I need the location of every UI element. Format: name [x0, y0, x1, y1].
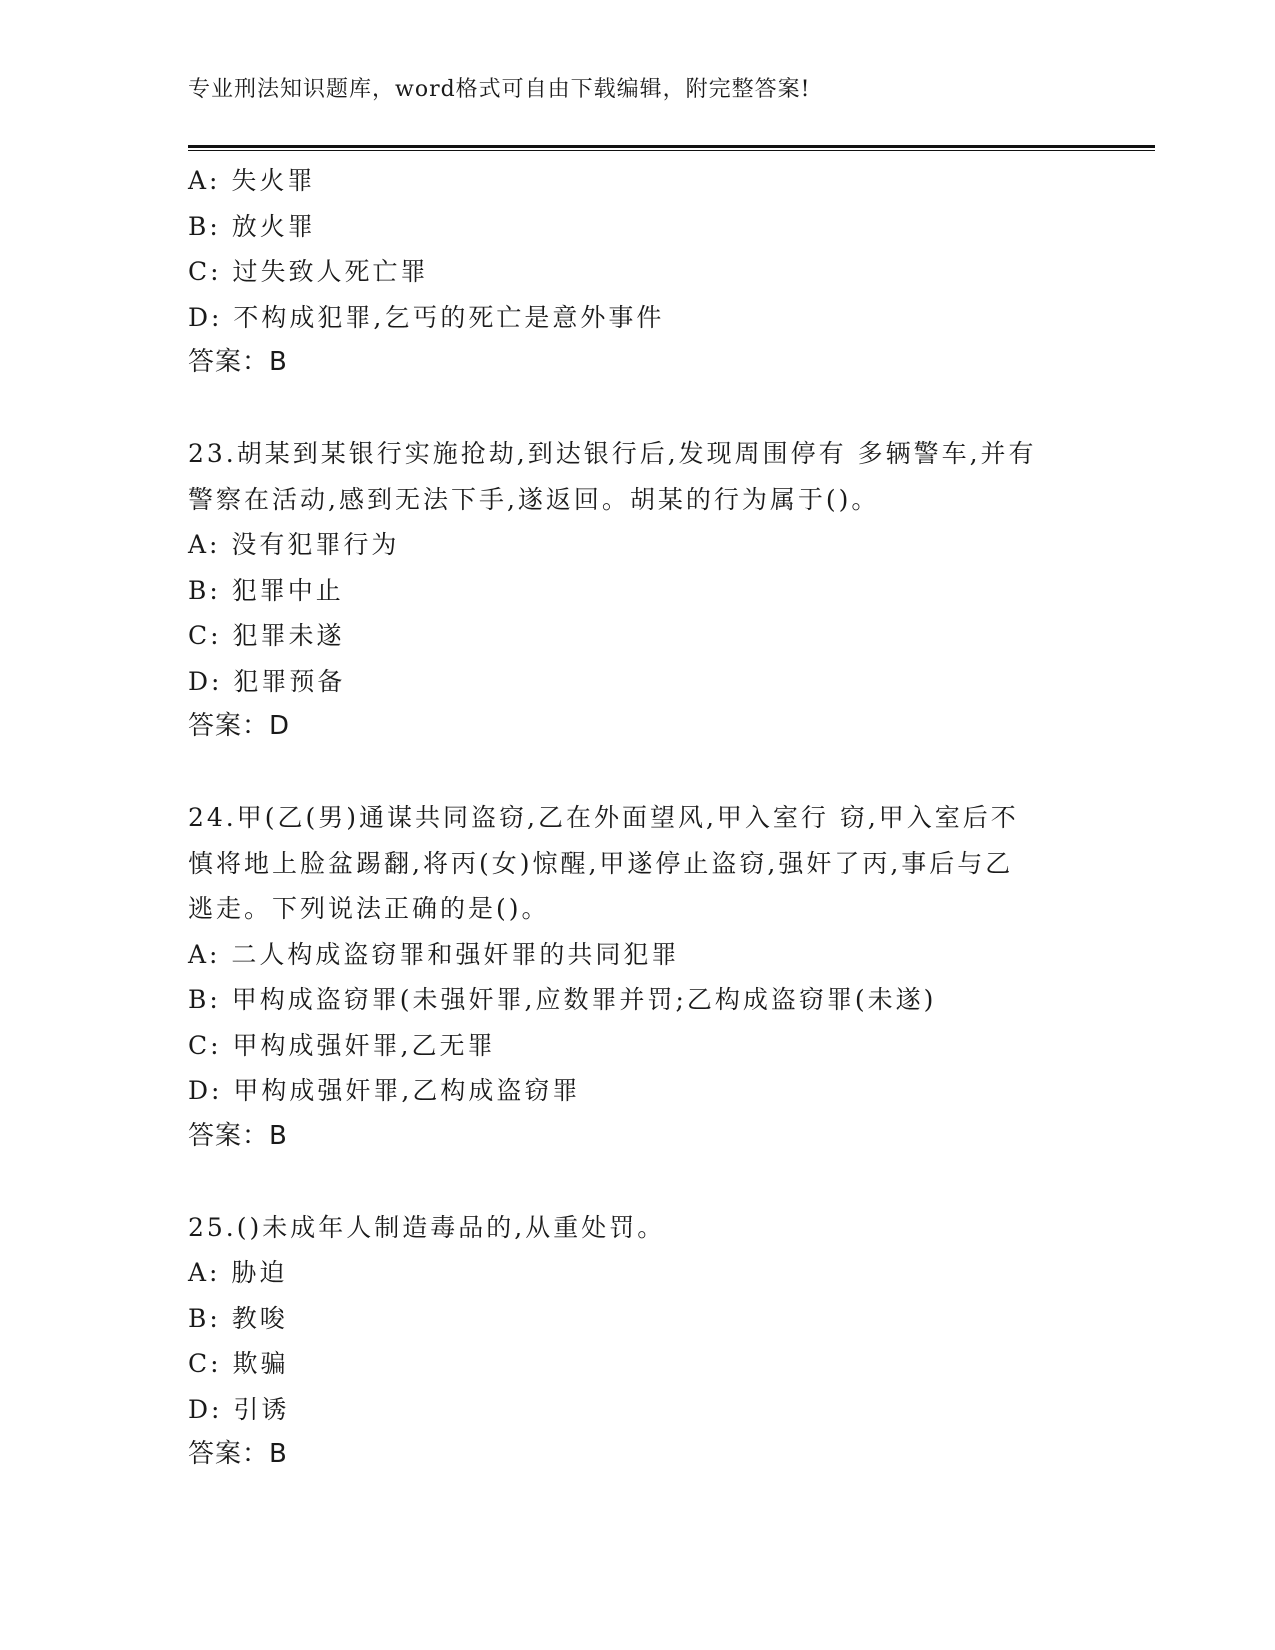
header-rule-thick: [188, 145, 1155, 148]
question-text: 逃走。下列说法正确的是()。: [188, 894, 550, 923]
question-block: [188, 431, 1088, 750]
question-text: 24.甲(乙(男)通谋共同盗窃,乙在外面望风,甲入室行 窃,甲入室后不: [188, 803, 1019, 832]
answer-line: 答案：D: [188, 711, 291, 741]
question-text: 25.()未成年人制造毒品的,从重处罚。: [188, 1212, 666, 1242]
question-list: [188, 158, 1088, 1478]
option-a: A: 胁迫: [188, 1258, 288, 1287]
option-c: C: 犯罪未遂: [188, 621, 345, 650]
option-a: A: 失火罪: [188, 166, 316, 195]
answer-line: 答案：B: [188, 347, 288, 377]
question-block: [188, 158, 1088, 386]
block-spacer: [188, 750, 1088, 796]
option-c: C: 过失致人死亡罪: [188, 257, 429, 286]
option-b: B: 甲构成盗窃罪(未强奸罪,应数罪并罚;乙构成盗窃罪(未遂): [188, 985, 937, 1014]
header-rule-thin: [188, 150, 1155, 151]
option-d: D: 甲构成强奸罪,乙构成盗窃罪: [188, 1076, 581, 1105]
option-b: B: 放火罪: [188, 211, 316, 241]
option-d: D: 不构成犯罪,乞丐的死亡是意外事件: [188, 302, 665, 332]
block-spacer: [188, 386, 1088, 432]
option-c: C: 欺骗: [188, 1349, 289, 1378]
question-text: 警察在活动,感到无法下手,遂返回。胡某的行为属于()。: [188, 484, 880, 514]
option-a: A: 二人构成盗窃罪和强奸罪的共同犯罪: [188, 939, 680, 969]
option-d: D: 犯罪预备: [188, 666, 346, 696]
answer-line: 答案：B: [188, 1120, 288, 1151]
block-spacer: [188, 1159, 1088, 1205]
question-block: [188, 1205, 1088, 1478]
question-block: [188, 795, 1088, 1159]
question-text: 慎将地上脸盆踢翻,将丙(女)惊醒,甲遂停止盗窃,强奸了丙,事后与乙: [188, 848, 1014, 878]
option-d: D: 引诱: [188, 1394, 290, 1424]
question-text: 23.胡某到某银行实施抢劫,到达银行后,发现周围停有 多辆警车,并有: [188, 439, 1037, 468]
option-b: B: 教唆: [188, 1303, 288, 1333]
answer-line: 答案：B: [188, 1439, 288, 1469]
option-b: B: 犯罪中止: [188, 575, 344, 605]
option-a: A: 没有犯罪行为: [188, 530, 400, 559]
page-header: 专业刑法知识题库，word格式可自由下载编辑，附完整答案!: [188, 77, 811, 102]
option-c: C: 甲构成强奸罪,乙无罪: [188, 1030, 496, 1060]
